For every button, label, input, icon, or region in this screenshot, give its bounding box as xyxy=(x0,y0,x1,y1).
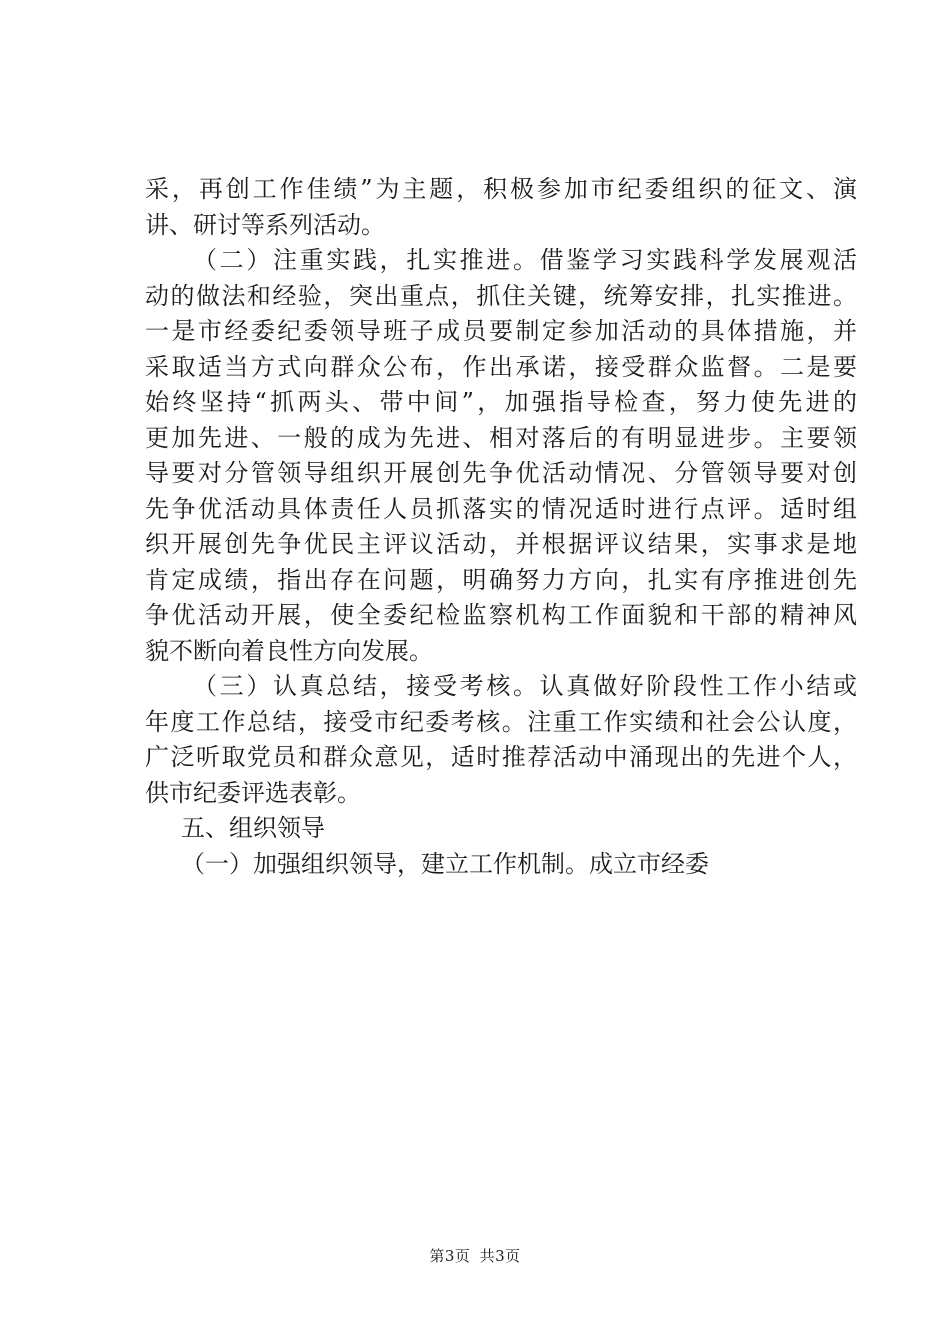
page-number: 第3页 xyxy=(429,1247,471,1265)
text-line: 年度工作总结，接受市纪委考核。注重工作实绩和社会公认度， xyxy=(145,707,857,736)
text-line: 肯定成绩，指出存在问题，明确努力方向，扎实有序推进创先 xyxy=(145,565,857,594)
text-line: 采取适当方式向群众公布，作出承诺，接受群众监督。二是要 xyxy=(145,352,857,381)
text-line: 采，再创工作佳绩”为主题，积极参加市纪委组织的征文、演 xyxy=(145,175,857,203)
text-line: 貌不断向着良性方向发展。 xyxy=(145,636,433,665)
text-line: 供市纪委评选表彰。 xyxy=(145,778,361,807)
document-body xyxy=(145,172,857,882)
text-line: （三）认真总结，接受考核。认真做好阶段性工作小结或 xyxy=(193,672,857,700)
text-line: 更加先进、一般的成为先进、相对落后的有明显进步。主要领 xyxy=(145,423,857,452)
text-line: （二）注重实践，扎实推进。借鉴学习实践科学发展观活 xyxy=(193,246,857,274)
text-line: 导要对分管领导组织开展创先争优活动情况、分管领导要对创 xyxy=(145,459,857,487)
text-line: 先争优活动具体责任人员抓落实的情况适时进行点评。适时组 xyxy=(145,494,857,523)
text-line: 讲、研讨等系列活动。 xyxy=(145,210,385,239)
text-line: 广泛听取党员和群众意见，适时推荐活动中涌现出的先进个人， xyxy=(145,743,857,771)
page-footer xyxy=(0,1245,950,1266)
section-heading: 五、组织领导 xyxy=(181,814,325,842)
text-line: 动的做法和经验，突出重点，抓住关键，统筹安排，扎实推进。 xyxy=(145,281,857,310)
text-line: （一）加强组织领导，建立工作机制。成立市经委 xyxy=(181,849,709,878)
page-total: 共3页 xyxy=(479,1247,521,1265)
text-line: 争优活动开展，使全委纪检监察机构工作面貌和干部的精神风 xyxy=(145,601,857,629)
text-line: 织开展创先争优民主评议活动，并根据评议结果，实事求是地 xyxy=(145,530,857,558)
text-line: 一是市经委纪委领导班子成员要制定参加活动的具体措施，并 xyxy=(145,317,857,345)
text-line: 始终坚持“抓两头、带中间”，加强指导检查，努力使先进的 xyxy=(145,388,857,416)
